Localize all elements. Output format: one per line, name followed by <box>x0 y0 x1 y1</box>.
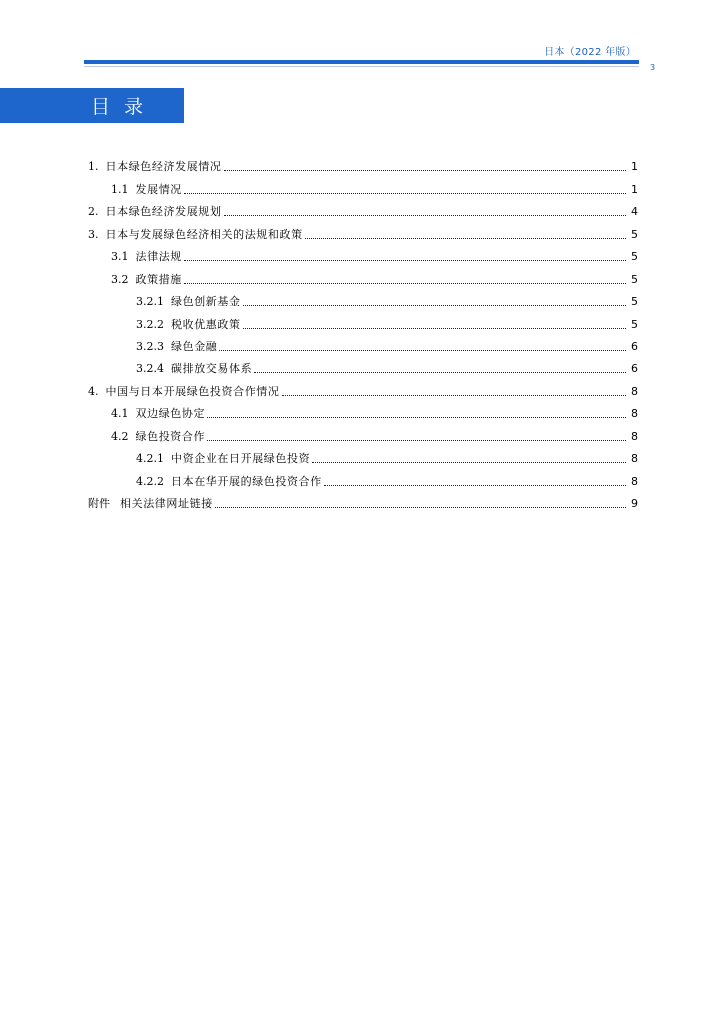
toc-entry[interactable] <box>111 426 638 444</box>
toc-entry-title: 绿色金融 <box>171 340 218 353</box>
toc-entry-page: 5 <box>631 250 638 263</box>
toc-entry-page: 6 <box>631 362 638 375</box>
toc-entry-number: 3.2.4 <box>136 362 164 375</box>
toc-entry-title: 日本与发展绿色经济相关的法规和政策 <box>105 228 303 241</box>
toc-entry-number: 1.1 <box>111 183 129 196</box>
dot-leader <box>215 506 626 508</box>
toc-entry-page: 9 <box>631 497 638 510</box>
dot-leader <box>184 192 626 194</box>
toc-entry-title: 中资企业在日开展绿色投资 <box>171 452 311 465</box>
toc-entry-appendix[interactable] <box>88 493 638 511</box>
toc-entry-number: 4. <box>88 385 99 398</box>
toc-entry-page: 5 <box>631 273 638 286</box>
toc-entry-number: 4.2.1 <box>136 452 164 465</box>
toc-entry-number: 2. <box>88 205 99 218</box>
dot-leader <box>224 169 627 171</box>
toc-entry[interactable] <box>136 358 638 376</box>
toc-entry[interactable] <box>136 336 638 354</box>
dot-leader <box>207 439 626 441</box>
toc-entry-title: 相关法律网址链接 <box>120 497 213 510</box>
dot-leader <box>312 461 626 463</box>
toc-entry-number: 4.2 <box>111 430 129 443</box>
toc-entry-title: 政策措施 <box>135 273 182 286</box>
toc-entry-title: 税收优惠政策 <box>171 318 241 331</box>
toc-entry-number: 3. <box>88 228 99 241</box>
toc-entry-page: 4 <box>631 205 638 218</box>
toc-entry-number: 3.2.1 <box>136 295 164 308</box>
toc-entry-title: 日本在华开展的绿色投资合作 <box>171 475 322 488</box>
dot-leader <box>243 304 626 306</box>
toc-entry[interactable] <box>111 179 638 197</box>
toc-entry[interactable] <box>111 269 638 287</box>
toc-entry-page: 6 <box>631 340 638 353</box>
toc-entry-title: 中国与日本开展绿色投资合作情况 <box>105 385 280 398</box>
dot-leader <box>184 282 626 284</box>
toc-entry-page: 8 <box>631 430 638 443</box>
header-thin-rule <box>84 66 639 67</box>
toc-entry-title: 日本绿色经济发展情况 <box>105 160 222 173</box>
toc-entry[interactable] <box>88 201 638 219</box>
toc-entry[interactable] <box>88 381 638 399</box>
toc-entry-number: 3.2.2 <box>136 318 164 331</box>
toc-entry-page: 5 <box>631 295 638 308</box>
toc-entry-title: 碳排放交易体系 <box>171 362 253 375</box>
toc-banner <box>0 88 184 123</box>
toc-entry[interactable] <box>111 403 638 421</box>
toc-entry-page: 8 <box>631 452 638 465</box>
dot-leader <box>282 394 627 396</box>
dot-leader <box>305 237 626 239</box>
header-rule <box>84 60 639 64</box>
dot-leader <box>219 349 626 351</box>
toc-entry[interactable] <box>136 291 638 309</box>
toc-heading: 目录 <box>91 96 158 118</box>
toc-entry[interactable] <box>136 448 638 466</box>
toc-entry[interactable] <box>88 224 638 242</box>
toc-entry-page: 8 <box>631 407 638 420</box>
toc-entry-number: 4.2.2 <box>136 475 164 488</box>
toc-entry-title: 法律法规 <box>135 250 182 263</box>
toc-entry-title: 双边绿色协定 <box>135 407 206 420</box>
toc-entry-number: 4.1 <box>111 407 129 420</box>
dot-leader <box>184 259 626 261</box>
toc-entry-page: 5 <box>631 318 638 331</box>
dot-leader <box>243 327 626 329</box>
toc-entry[interactable] <box>136 314 638 332</box>
corner-mark: 3 <box>650 63 656 72</box>
toc-entry-number: 3.2.3 <box>136 340 164 353</box>
dot-leader <box>207 416 626 418</box>
toc-entry-page: 1 <box>631 183 638 196</box>
dot-leader <box>324 484 626 486</box>
toc-entry-page: 5 <box>631 228 638 241</box>
toc-entry-number: 3.1 <box>111 250 129 263</box>
toc-entry[interactable] <box>88 156 638 174</box>
toc-entry-title: 发展情况 <box>135 183 182 196</box>
toc-entry-page: 1 <box>631 160 638 173</box>
toc-entry-title: 绿色创新基金 <box>171 295 241 308</box>
toc-entry-number: 附件 <box>88 497 110 510</box>
toc-entry[interactable] <box>136 471 638 489</box>
toc-entry-title: 日本绿色经济发展规划 <box>105 205 222 218</box>
toc-entry-title: 绿色投资合作 <box>135 430 206 443</box>
toc-entry-page: 8 <box>631 385 638 398</box>
toc-entry[interactable] <box>111 246 638 264</box>
toc-entry-number: 3.2 <box>111 273 129 286</box>
dot-leader <box>254 371 626 373</box>
toc-entry-number: 1. <box>88 160 99 173</box>
dot-leader <box>224 214 627 216</box>
toc-entry-page: 8 <box>631 475 638 488</box>
header-title: 日本（2022 年版） <box>544 47 636 58</box>
